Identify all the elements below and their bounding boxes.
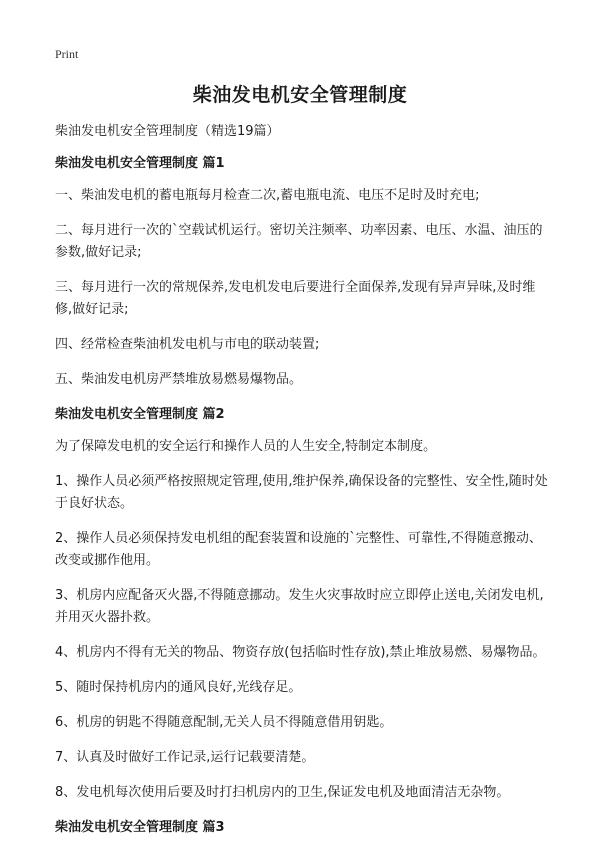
paragraph: 1、操作人员必须严格按照规定管理,使用,维护保养,确保设备的完整性、安全性,随时处于良好状态。 [55, 474, 548, 511]
paragraph: 2、操作人员必须保持发电机组的配套装置和设施的`完整性、可靠性,不得随意搬动、改变或挪作他用。 [55, 531, 542, 568]
paragraph: 6、机房的钥匙不得随意配制,无关人员不得随意借用钥匙。 [55, 715, 393, 730]
paragraph: 8、发电机每次使用后要及时打扫机房内的卫生,保证发电机及地面清洁无杂物。 [55, 785, 510, 800]
section-heading: 柴油发电机安全管理制度 篇2 [55, 407, 225, 422]
paragraph: 四、经常检查柴油机发电机与市电的联动装置; [55, 337, 320, 352]
paragraph: 一、柴油发电机的蓄电瓶每月检查二次,蓄电瓶电流、电压不足时及时充电; [55, 188, 480, 203]
section-heading: 柴油发电机安全管理制度 篇3 [55, 820, 225, 835]
section-heading: 柴油发电机安全管理制度 篇1 [55, 156, 225, 171]
print-link[interactable]: Print [55, 47, 79, 61]
paragraph: 7、认真及时做好工作记录,运行记载要清楚。 [55, 750, 315, 765]
paragraph: 二、每月进行一次的`空载试机运行。密切关注频率、功率因素、电压、水温、油压的参数,做好记录; [55, 223, 543, 260]
document-body [55, 121, 552, 849]
paragraph: 3、机房内应配备灭火器,不得随意挪动。发生火灾事故时应立即停止送电,关闭发电机,并用灭火器扑救。 [55, 588, 544, 625]
paragraph: 为了保障发电机的安全运行和操作人员的人生安全,特制定本制度。 [55, 439, 437, 454]
paragraph: 三、每月进行一次的常规保养,发电机发电后要进行全面保养,发现有异声异味,及时维修,做好记录; [55, 280, 536, 317]
paragraph: 5、随时保持机房内的通风良好,光线存足。 [55, 680, 302, 695]
paragraph: 4、机房内不得有无关的物品、物资存放(包括临时性存放),禁止堆放易燃、易爆物品。 [55, 645, 546, 660]
page-title: 柴油发电机安全管理制度 [192, 84, 408, 106]
document-subtitle: 柴油发电机安全管理制度（精选19篇） [55, 124, 280, 139]
paragraph: 五、柴油发电机房严禁堆放易燃易爆物品。 [55, 372, 303, 387]
